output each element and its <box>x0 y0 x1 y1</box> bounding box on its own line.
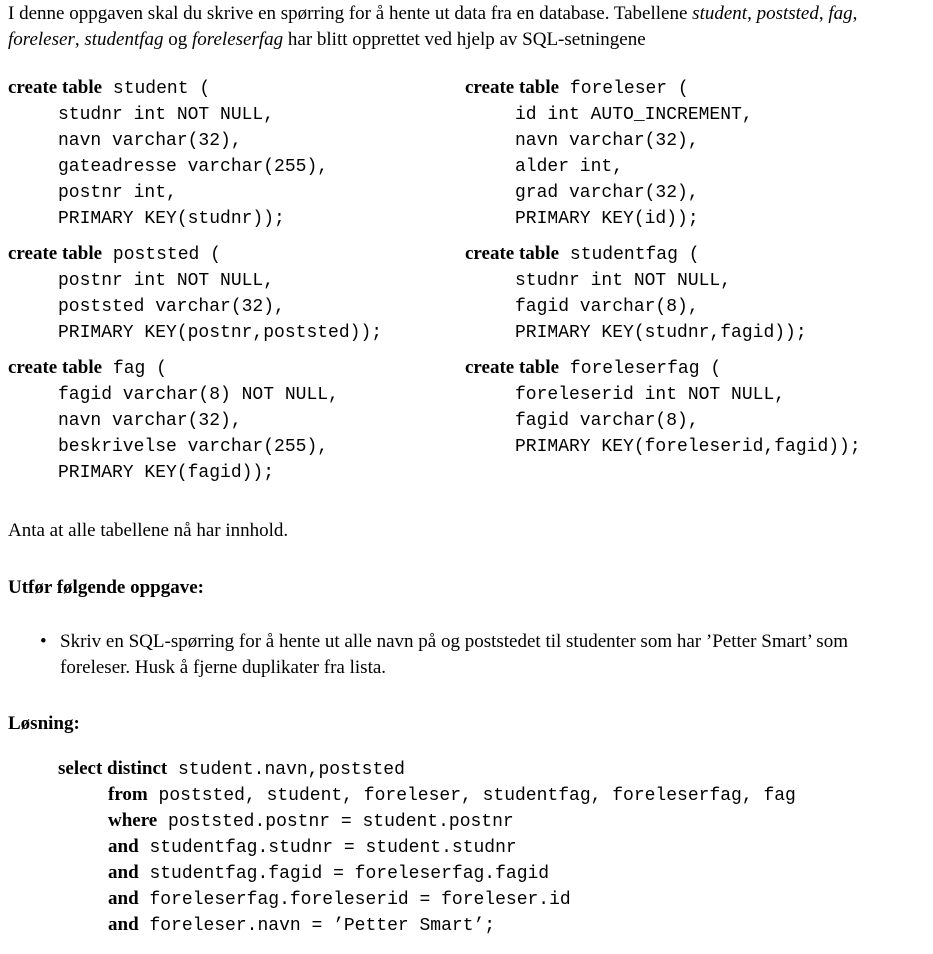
separator: , <box>818 3 829 24</box>
table-name: poststed <box>112 245 200 265</box>
sql-code: foreleser.navn = ’Petter Smart’; <box>138 916 496 936</box>
column-def: PRIMARY KEY(fagid)); <box>58 463 275 483</box>
sql-keyword: and <box>108 914 139 935</box>
column-def: PRIMARY KEY(postnr,poststed)); <box>58 323 383 343</box>
column-def: foreleserid int NOT NULL, <box>515 385 786 405</box>
table-header <box>8 241 382 268</box>
table-name-foreleser: foreleser <box>8 29 75 50</box>
create-table-poststed <box>8 241 382 346</box>
intro-text: I denne oppgaven skal du skrive en spørring for å hente ut data fra en database. Tabellene <box>8 3 693 24</box>
create-table-foreleser <box>465 75 753 232</box>
intro-paragraph <box>8 1 923 53</box>
separator: og <box>163 29 193 50</box>
table-name: fag <box>112 359 146 379</box>
sql-line-and <box>58 912 796 938</box>
task-list <box>40 629 910 681</box>
open-paren: ( <box>677 245 700 265</box>
table-name-poststed: poststed <box>756 3 819 24</box>
open-paren: ( <box>199 245 221 265</box>
sql-code: studentfag.fagid = foreleserfag.fagid <box>138 864 550 884</box>
task-text: Skriv en SQL-spørring for å hente ut alle navn på og poststedet til studenter som har ’Petter Smart’ som foreleser. Husk å fjerne duplikater fra lista. <box>60 631 848 678</box>
create-table-student <box>8 75 328 232</box>
column-def: fagid varchar(8) NOT NULL, <box>58 385 339 405</box>
column-def: fagid varchar(8), <box>515 297 699 317</box>
sql-line-and <box>58 860 796 886</box>
sql-keyword: from <box>108 784 148 805</box>
table-header <box>465 241 807 268</box>
column-def: gateadresse varchar(255), <box>58 157 329 177</box>
sql-keyword: and <box>108 862 139 883</box>
solution-heading: Løsning: <box>8 713 80 734</box>
sql-line-from <box>58 782 796 808</box>
create-table-keyword: create table <box>465 357 560 378</box>
table-name-student: student <box>692 3 748 24</box>
column-def: beskrivelse varchar(255), <box>58 437 329 457</box>
table-name: foreleser <box>569 79 668 99</box>
create-table-keyword: create table <box>8 77 103 98</box>
column-def: navn varchar(32), <box>58 131 242 151</box>
bullet-icon: • <box>40 631 47 652</box>
table-name-fag: fag <box>828 3 853 24</box>
table-name: foreleserfag <box>569 359 700 379</box>
sql-code: poststed, student, foreleser, studentfag, foreleserfag, fag <box>147 786 796 806</box>
column-def: postnr int NOT NULL, <box>58 271 275 291</box>
sql-keyword: where <box>108 810 158 831</box>
create-table-studentfag <box>465 241 807 346</box>
sql-code: poststed.postnr = student.postnr <box>157 812 514 832</box>
table-header <box>8 355 339 382</box>
column-def: PRIMARY KEY(studnr)); <box>58 209 285 229</box>
sql-code: student.navn,poststed <box>167 760 405 780</box>
separator: , <box>747 3 757 24</box>
sql-keyword: select distinct <box>58 758 168 779</box>
column-def: PRIMARY KEY(id)); <box>515 209 699 229</box>
column-def: poststed varchar(32), <box>58 297 285 317</box>
sql-line-and <box>58 886 796 912</box>
table-name: student <box>112 79 189 99</box>
create-table-keyword: create table <box>465 77 560 98</box>
column-def: navn varchar(32), <box>515 131 699 151</box>
column-def: grad varchar(32), <box>515 183 699 203</box>
column-def: studnr int NOT NULL, <box>515 271 732 291</box>
create-table-keyword: create table <box>8 357 103 378</box>
task-heading: Utfør følgende oppgave: <box>8 577 204 598</box>
sql-keyword: and <box>108 836 139 857</box>
column-def: postnr int, <box>58 183 177 203</box>
table-name-studentfag: studentfag <box>84 29 164 50</box>
table-name: studentfag <box>569 245 678 265</box>
sql-code: studentfag.studnr = student.studnr <box>138 838 517 858</box>
column-def: PRIMARY KEY(foreleserid,fagid)); <box>515 437 861 457</box>
create-table-fag <box>8 355 339 486</box>
separator: , <box>852 3 858 24</box>
create-table-foreleserfag <box>465 355 861 460</box>
column-def: PRIMARY KEY(studnr,fagid)); <box>515 323 807 343</box>
note-text: Anta at alle tabellene nå har innhold. <box>8 520 289 541</box>
open-paren: ( <box>699 359 722 379</box>
sql-keyword: and <box>108 888 139 909</box>
open-paren: ( <box>667 79 689 99</box>
column-def: navn varchar(32), <box>58 411 242 431</box>
open-paren: ( <box>188 79 211 99</box>
table-header <box>465 75 753 102</box>
solution-sql <box>58 756 796 938</box>
create-table-keyword: create table <box>8 243 103 264</box>
create-table-keyword: create table <box>465 243 560 264</box>
separator: , <box>74 29 85 50</box>
column-def: id int AUTO_INCREMENT, <box>515 105 753 125</box>
column-def: alder int, <box>515 157 624 177</box>
sql-line-and <box>58 834 796 860</box>
column-def: studnr int NOT NULL, <box>58 105 275 125</box>
table-header <box>465 355 861 382</box>
column-def: fagid varchar(8), <box>515 411 699 431</box>
list-item <box>40 629 910 681</box>
sql-line-select <box>58 756 796 782</box>
sql-code: foreleserfag.foreleserid = foreleser.id <box>138 890 571 910</box>
intro-text-end: har blitt opprettet ved hjelp av SQL-setningene <box>283 29 646 50</box>
table-name-foreleserfag: foreleserfag <box>192 29 284 50</box>
sql-line-where <box>58 808 796 834</box>
table-header <box>8 75 328 102</box>
open-paren: ( <box>145 359 167 379</box>
